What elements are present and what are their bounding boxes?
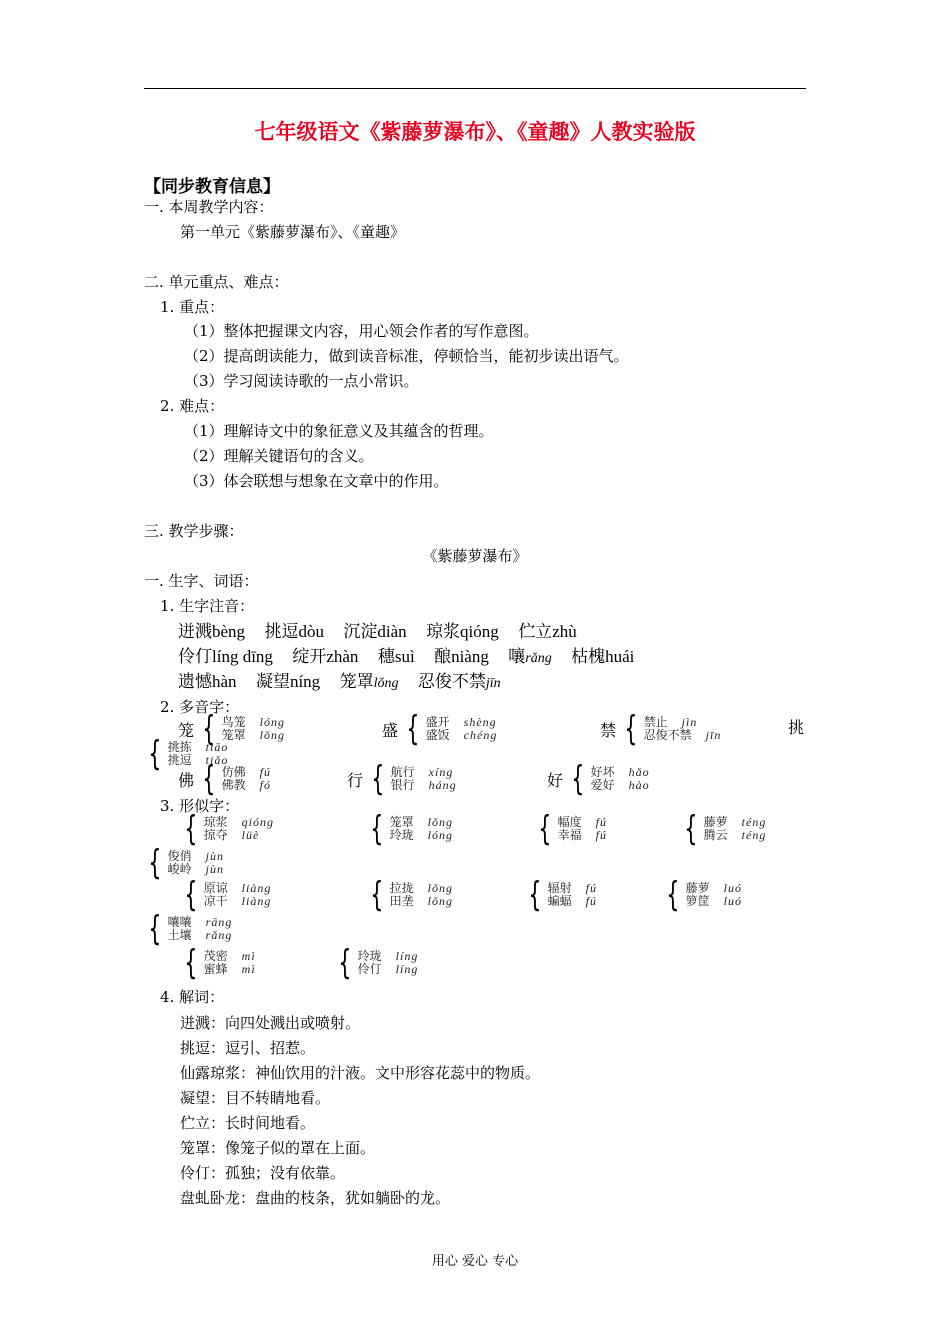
sub-heading: 一. 生字、词语： — [144, 572, 259, 590]
similar-group: { 幅度 fú 幸福 fú — [538, 809, 607, 849]
definition-item: 伫立：长时间地看。 — [180, 1114, 316, 1132]
similar-group: { 辐射 fú 蝙蝠 fú — [528, 875, 597, 915]
polyphonic-char: 挑 — [788, 718, 805, 737]
definition-item: 盘虬卧龙：盘曲的枝条，犹如躺卧的龙。 — [180, 1189, 451, 1207]
similar-group: { 笼罩 lǒng 玲珑 lóng — [370, 809, 453, 849]
page-footer: 用心 爱心 专心 — [431, 1254, 519, 1269]
similar-group: { 原谅 liàng 凉干 liàng — [184, 875, 272, 915]
polyphonic-group: 笼 { 鸟笼 lóng 笼罩 lǒng — [178, 709, 286, 749]
polyphonic-group: { 挑拣 tiāo 挑逗 tiǎo — [148, 734, 229, 774]
definition-item: 挑逗：逗引、招惹。 — [180, 1039, 316, 1057]
similar-label: 3. 形似字： — [160, 797, 240, 815]
pronunciation-label: 1. 生字注音： — [160, 597, 255, 615]
part2-heading: 二. 单元重点、难点： — [144, 273, 289, 291]
similar-group: { 玲珑 líng 伶仃 líng — [338, 943, 419, 983]
polyphonic-group: 盛 { 盛开 shèng 盛饭 chéng — [382, 709, 498, 749]
vocab-row-2: 伶仃líng dīng 绽开zhàn 穗suì 酿niàng 嚷rǎng 枯槐huái — [178, 647, 635, 667]
polyphonic-group: 禁 { 禁止 jìn 忍俊不禁 jīn — [600, 709, 722, 749]
definition-item: 伶仃：孤独；没有依靠。 — [180, 1164, 346, 1182]
definitions-label: 4. 解词： — [160, 988, 225, 1006]
part3-heading: 三. 教学步骤： — [144, 522, 244, 540]
similar-group: { 藤萝 téng 腾云 téng — [684, 809, 767, 849]
definition-item: 凝望：目不转睛地看。 — [180, 1089, 331, 1107]
similar-group: { 拉拢 lǒng 田垄 lǒng — [370, 875, 453, 915]
similar-group: { 藤萝 luó 箩筐 luó — [666, 875, 742, 915]
similar-group: { 茂密 mì 蜜蜂 mì — [184, 943, 256, 983]
polyphonic-label: 2. 多音字： — [160, 698, 240, 716]
similar-group: { 琼浆 qióng 掠夺 lüè — [184, 809, 274, 849]
key-point: （2）提高朗读能力，做到读音标准，停顿恰当，能初步读出语气。 — [184, 347, 629, 365]
part1-heading: 一. 本周教学内容： — [144, 198, 274, 216]
hard-point: （2）理解关键语句的含义。 — [184, 447, 374, 465]
hard-point: （3）体会联想与想象在文章中的作用。 — [184, 472, 449, 490]
page-title: 七年级语文《紫藤萝瀑布》、《童趣》人教实验版 — [254, 120, 696, 144]
key-label: 1. 重点： — [160, 298, 225, 316]
key-point: （1）整体把握课文内容，用心领会作者的写作意图。 — [184, 322, 539, 340]
lesson-title: 《紫藤萝瀑布》 — [422, 547, 528, 565]
definition-item: 仙露琼浆：神仙饮用的汁液。文中形容花蕊中的物质。 — [180, 1064, 541, 1082]
definition-item: 迸溅：向四处溅出或喷射。 — [180, 1014, 361, 1032]
polyphonic-group: 佛 { 仿佛 fú 佛教 fó — [178, 759, 272, 799]
vocab-row-3: 遗憾hàn 凝望níng 笼罩lǒng 忍俊不禁jīn — [178, 672, 501, 692]
key-point: （3）学习阅读诗歌的一点小常识。 — [184, 372, 419, 390]
polyphonic-group: 行 { 航行 xíng 银行 háng — [347, 759, 457, 799]
part1-content: 第一单元《紫藤萝瀑布》、《童趣》 — [180, 223, 406, 241]
hard-label: 2. 难点： — [160, 397, 225, 415]
similar-group: { 嚷嚷 rāng 土壤 rǎng — [148, 909, 233, 949]
definition-item: 笼罩：像笼子似的罩在上面。 — [180, 1139, 376, 1157]
hard-point: （1）理解诗文中的象征意义及其蕴含的哲理。 — [184, 422, 494, 440]
vocab-row-1: 迸溅bèng 挑逗dòu 沉淀diàn 琼浆qióng 伫立zhù — [178, 622, 577, 642]
section-header: 【同步教育信息】 — [144, 177, 280, 197]
polyphonic-group: 好 { 好坏 hǎo 爱好 hào — [547, 759, 650, 799]
similar-group: { 俊俏 jùn 峻岭 jùn — [148, 843, 224, 883]
header-rule — [144, 88, 806, 89]
